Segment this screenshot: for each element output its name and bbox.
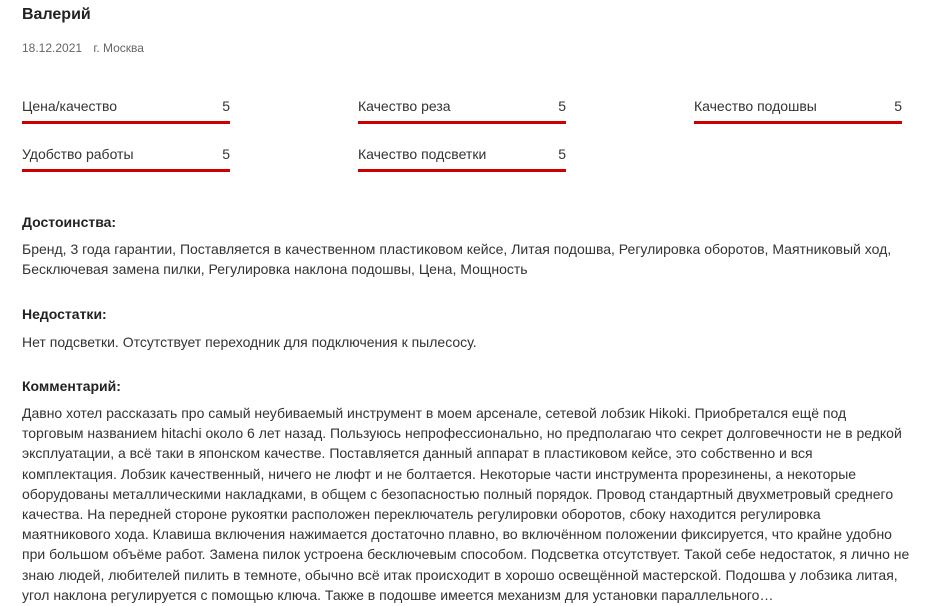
- rating-value: 5: [558, 98, 566, 114]
- pros-text: Бренд, 3 года гарантии, Поставляется в качественном пластиковом кейсе, Литая подошва, Регулировка оборотов, Маятниковый ход, Бесключевая замена пилки, Регулировка наклона подошвы, Цена, Мощность: [22, 241, 892, 278]
- rating-label: Цена/качество: [22, 98, 118, 114]
- rating-price-quality: [22, 96, 230, 126]
- rating-label: Удобство работы: [22, 146, 134, 162]
- rating-value: 5: [558, 146, 566, 162]
- rating-bar: [22, 121, 230, 124]
- rating-bar: [358, 169, 566, 172]
- cons-text: Нет подсветки. Отсутствует переходник для подключения к пылесосу.: [22, 334, 477, 350]
- rating-light-quality: [358, 144, 566, 174]
- rating-usability: [22, 144, 230, 174]
- rating-sole-quality: [694, 96, 902, 126]
- rating-bar: [358, 121, 566, 124]
- comment-title: Комментарий:: [22, 378, 121, 394]
- review-city: г. Москва: [93, 41, 144, 55]
- rating-value: 5: [222, 98, 230, 114]
- review-date: 18.12.2021: [22, 41, 83, 55]
- comment-text: Давно хотел рассказать про самый неубиваемый инструмент в моем арсенале, сетевой лобзик Hikoki. Приобретался ещё под торговым названием hitachi около 6 лет назад. Пользуюсь непрофессионально, но предполагаю что секрет долговечности не в редкой эксплуатации, а всё таки в японском качестве. Поставляется данный аппарат в пластиковом кейсе, это собственно и вся комплектация. Лобзик качественный, ничего не люфт и не болтается. Некоторые части инструмента прорезинены, а некоторые оборудованы металлическими накладками, в общем с безопасностью полный порядок. Провод стандартный двухметровый среднего качества. На передней стороне рукоятки расположен переключатель регулировки оборотов, сбоку находится регулировка маятникового хода. Клавиша включения нажимается достаточно плавно, во включённом положении фиксируется, что крайне удобно при большом объёме работ. Замена пилок устроена бесключевым способом. Подсветка отсутствует. Такой себе недостаток, я лично не знаю людей, любителей пилить в темноте, обычно всё итак происходит в хорошо освещённой мастерской. Подошва у лобзика литая, угол наклона регулируется с помощью ключа. Также в подошве имеется механизм для установки параллельного…: [22, 405, 910, 603]
- rating-value: 5: [222, 146, 230, 162]
- rating-cut-quality: [358, 96, 566, 126]
- rating-label: Качество реза: [358, 98, 451, 114]
- review-author: Валерий: [22, 6, 91, 23]
- rating-value: 5: [894, 98, 902, 114]
- rating-bar: [22, 169, 230, 172]
- review-meta: [22, 41, 144, 55]
- pros-title: Достоинства:: [22, 214, 117, 230]
- rating-label: Качество подошвы: [694, 98, 817, 114]
- rating-label: Качество подсветки: [358, 146, 487, 162]
- cons-title: Недостатки:: [22, 306, 107, 322]
- rating-bar: [694, 121, 902, 124]
